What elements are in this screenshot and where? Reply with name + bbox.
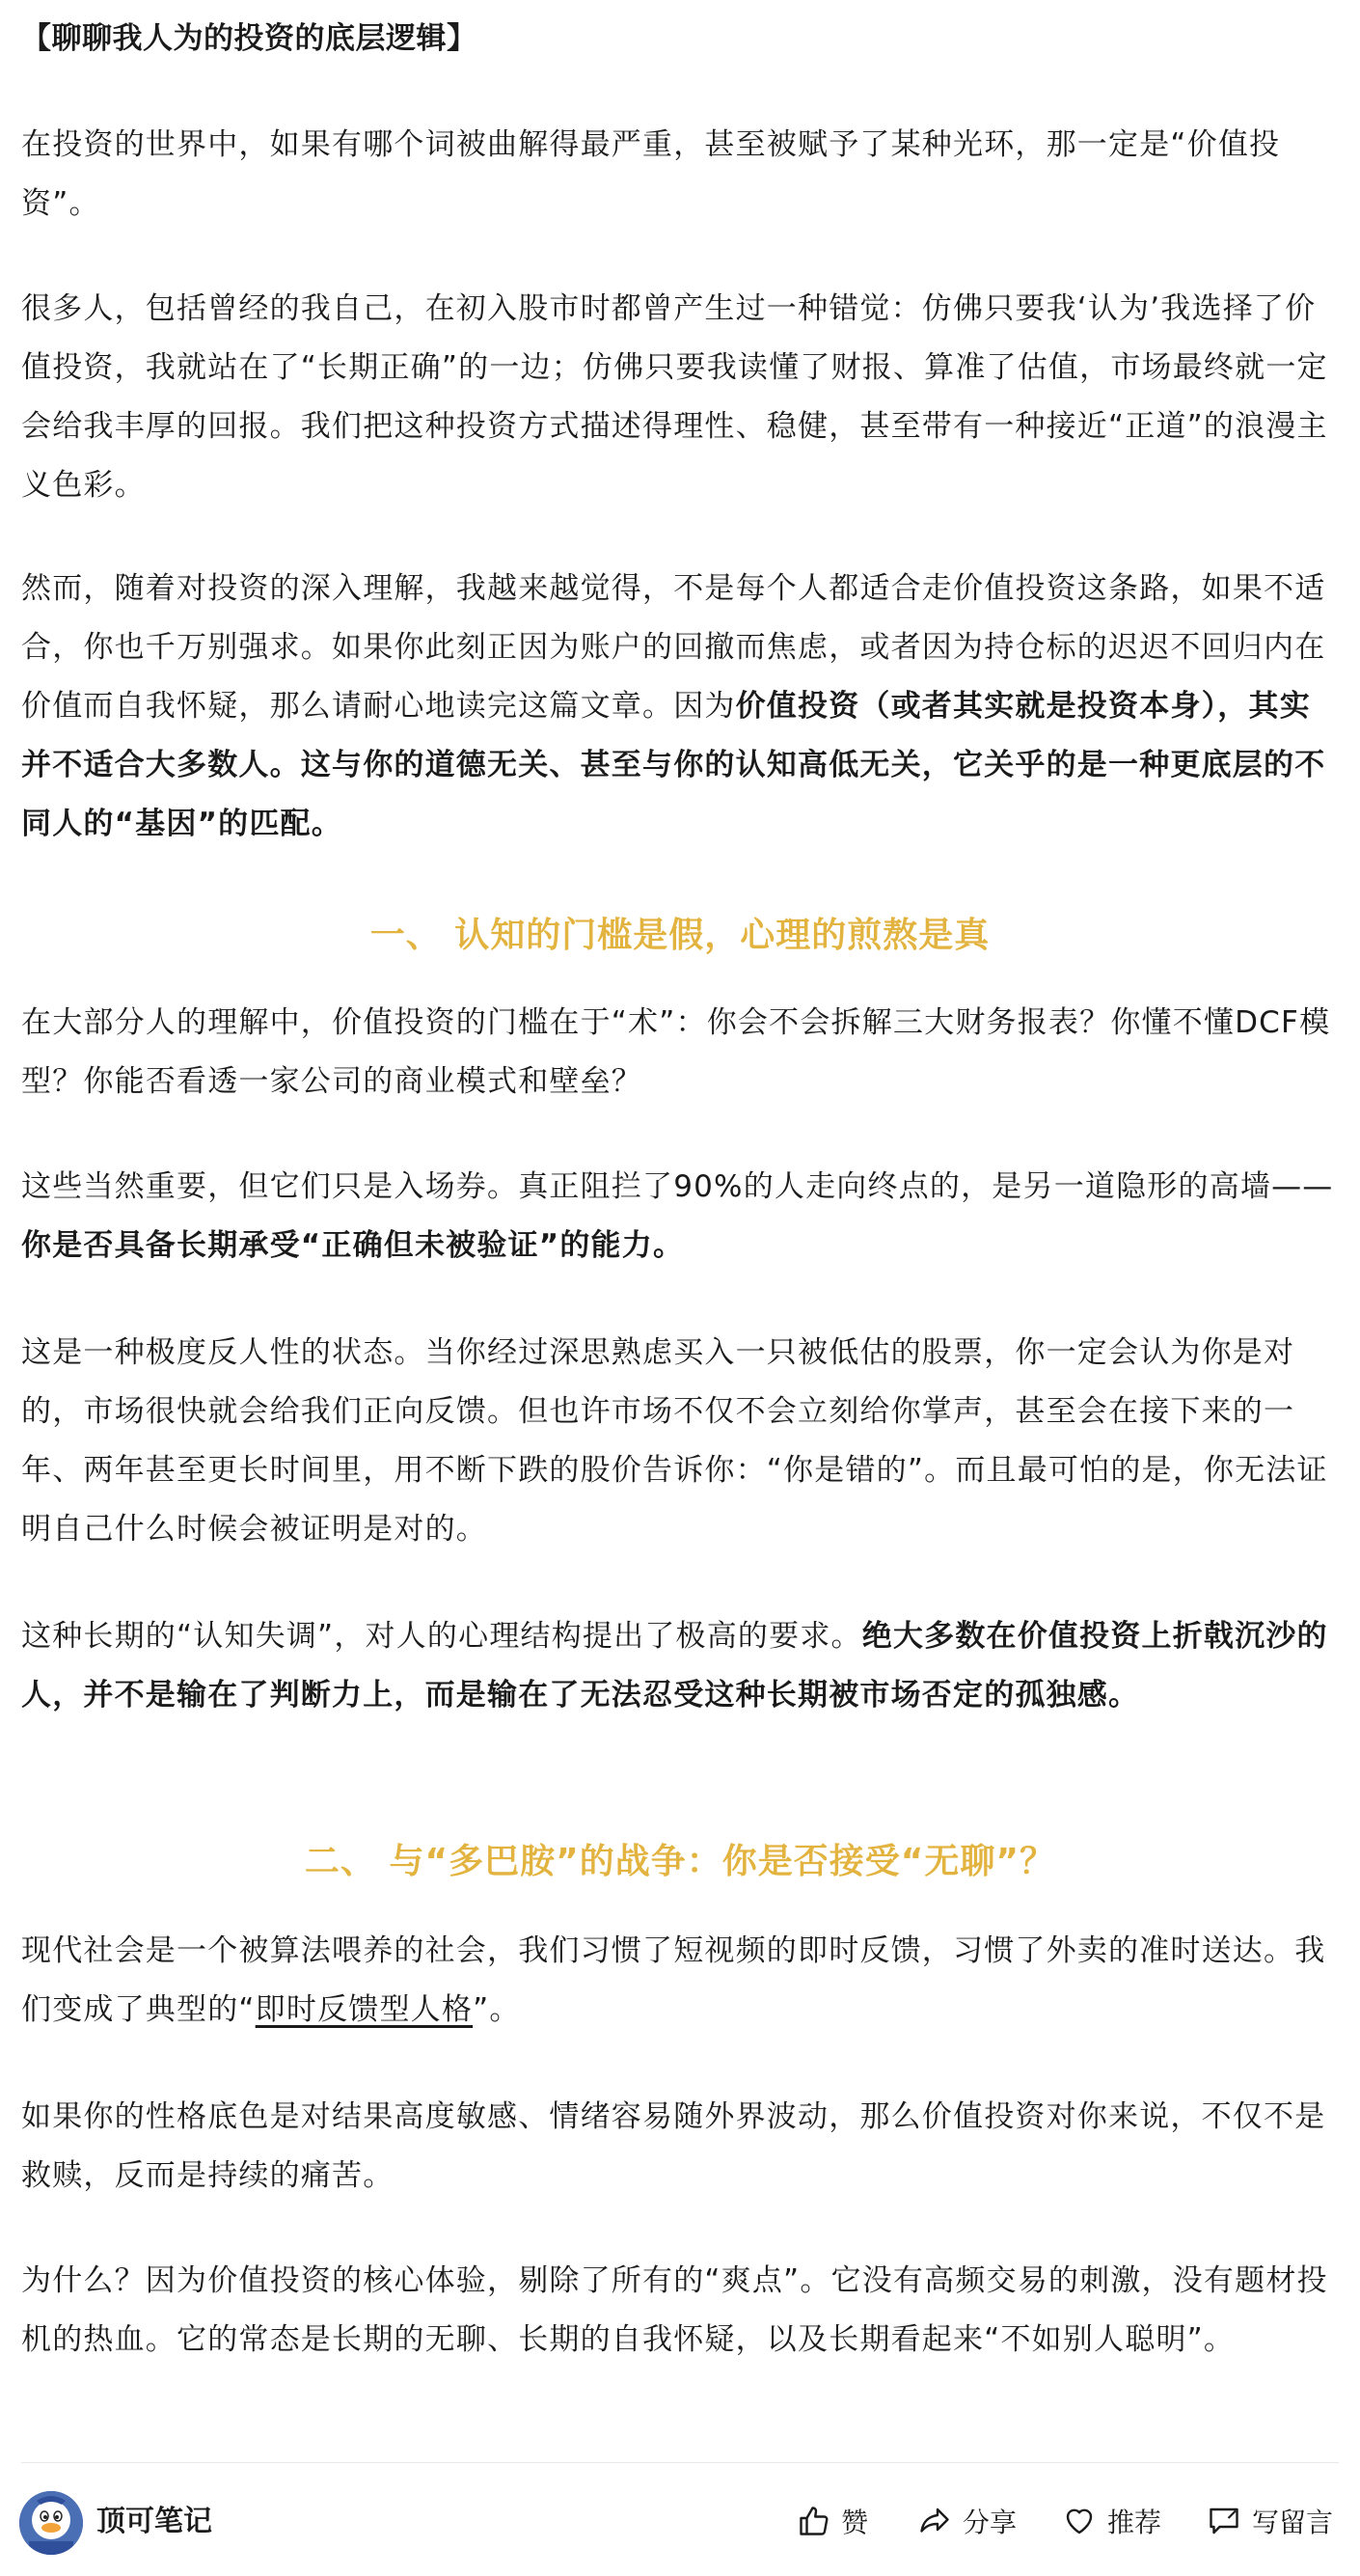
paragraph-8-text: 现代社会是一个被算法喂养的社会，我们习惯了短视频的即时反馈，习惯了外卖的准时送达。我们变成了典型的“: [21, 1933, 1326, 2027]
paragraph-7: [21, 1607, 1339, 1725]
comment-icon: [1206, 2504, 1242, 2538]
paragraph-10: 为什么？因为价值投资的核心体验，剔除了所有的“爽点”。它没有高频交易的刺激，没有题材投机的热血。它的常态是长期的无聊、长期的自我怀疑，以及长期看起来“不如别人聪明”。: [21, 2263, 1328, 2357]
paragraph-9: 如果你的性格底色是对结果高度敏感、情绪容易随外界波动，那么价值投资对你来说，不仅不是救赎，反而是持续的痛苦。: [21, 2099, 1326, 2193]
comment-label: 写留言: [1252, 2507, 1334, 2538]
duck-avatar-icon[interactable]: [19, 2491, 83, 2555]
share-label: 分享: [963, 2507, 1018, 2538]
like-label: 赞: [841, 2507, 869, 2538]
paragraph-7-text: 这种长期的“认知失调”，对人的心理结构提出了极高的要求。: [21, 1619, 862, 1654]
article-heading: 【聊聊我人为的投资的底层逻辑】: [21, 21, 477, 56]
author-name[interactable]: 顶可笔记: [96, 2505, 212, 2538]
paragraph-7-bold: 绝大多数在价值投资上折戟沉沙的人，并不是输在了判断力上，而是输在了无法忍受这种长期被市场否定的孤独感。: [21, 1619, 1328, 1713]
share-button[interactable]: [916, 2497, 1017, 2545]
paragraph-6: 这是一种极度反人性的状态。当你经过深思熟虑买入一只被低估的股票，你一定会认为你是对的，市场很快就会给我们正向反馈。但也许市场不仅不会立刻给你掌声，甚至会在接下来的一年、两年甚至更长时间里，用不断下跌的股价告诉你：“你是错的”。而且最可怕的是，你无法证明自己什么时候会被证明是对的。: [21, 1335, 1328, 1547]
paragraph-3-bold: 价值投资（或者其实就是投资本身），其实并不适合大多数人。这与你的道德无关、甚至与你的认知高低无关，它关乎的是一种更底层的不同人的“基因”的匹配。: [21, 689, 1326, 841]
paragraph-4: 在大部分人的理解中，价值投资的门槛在于“术”：你会不会拆解三大财务报表？你懂不懂DCF模型？你能否看透一家公司的商业模式和壁垒？: [21, 1005, 1331, 1099]
recommend-label: 推荐: [1107, 2507, 1162, 2538]
heart-icon: [1061, 2504, 1098, 2538]
paragraph-8-end: ”。: [473, 1992, 521, 2027]
paragraph-3-text: 然而，随着对投资的深入理解，我越来越觉得，不是每个人都适合走价值投资这条路，如果不适合，你也千万别强求。如果你此刻正因为账户的回撤而焦虑，或者因为持仓标的迟迟不回归内在价值而自我怀疑，那么请耐心地读完这篇文章。因为: [21, 571, 1326, 724]
recommend-button[interactable]: [1061, 2497, 1161, 2545]
paragraph-3: [21, 560, 1339, 854]
paragraph-5-text: 这些当然重要，但它们只是入场券。真正阻拦了90%的人走向终点的，是另一道隐形的高墙——: [21, 1169, 1334, 1204]
section-heading-1: 一、 认知的门槛是假，心理的煎熬是真: [369, 916, 991, 955]
underlined-term: 即时反馈型人格: [255, 1992, 474, 2027]
paragraph-1: 在投资的世界中，如果有哪个词被曲解得最严重，甚至被赋予了某种光环，那一定是“价值投资”。: [21, 127, 1281, 221]
section-heading-2: 二、 与“多巴胺”的战争：你是否接受“无聊”？: [304, 1842, 1056, 1881]
comment-button[interactable]: [1206, 2497, 1333, 2545]
footer-divider: [21, 2462, 1339, 2463]
thumbs-up-icon: [797, 2504, 831, 2538]
article-footer: [0, 2481, 1360, 2568]
paragraph-8: [21, 1922, 1339, 2040]
paragraph-5: [21, 1158, 1339, 1275]
paragraph-2: 很多人，包括曾经的我自己，在初入股市时都曾产生过一种错觉：仿佛只要我‘认为’我选择了价值投资，我就站在了“长期正确”的一边；仿佛只要我读懂了财报、算准了估值，市场最终就一定会给我丰厚的回报。我们把这种投资方式描述得理性、稳健，甚至带有一种接近“正道”的浪漫主义色彩。: [21, 291, 1328, 503]
like-button[interactable]: [797, 2497, 868, 2545]
paragraph-5-bold: 你是否具备长期承受“正确但未被验证”的能力。: [21, 1228, 685, 1263]
share-icon: [916, 2504, 953, 2538]
